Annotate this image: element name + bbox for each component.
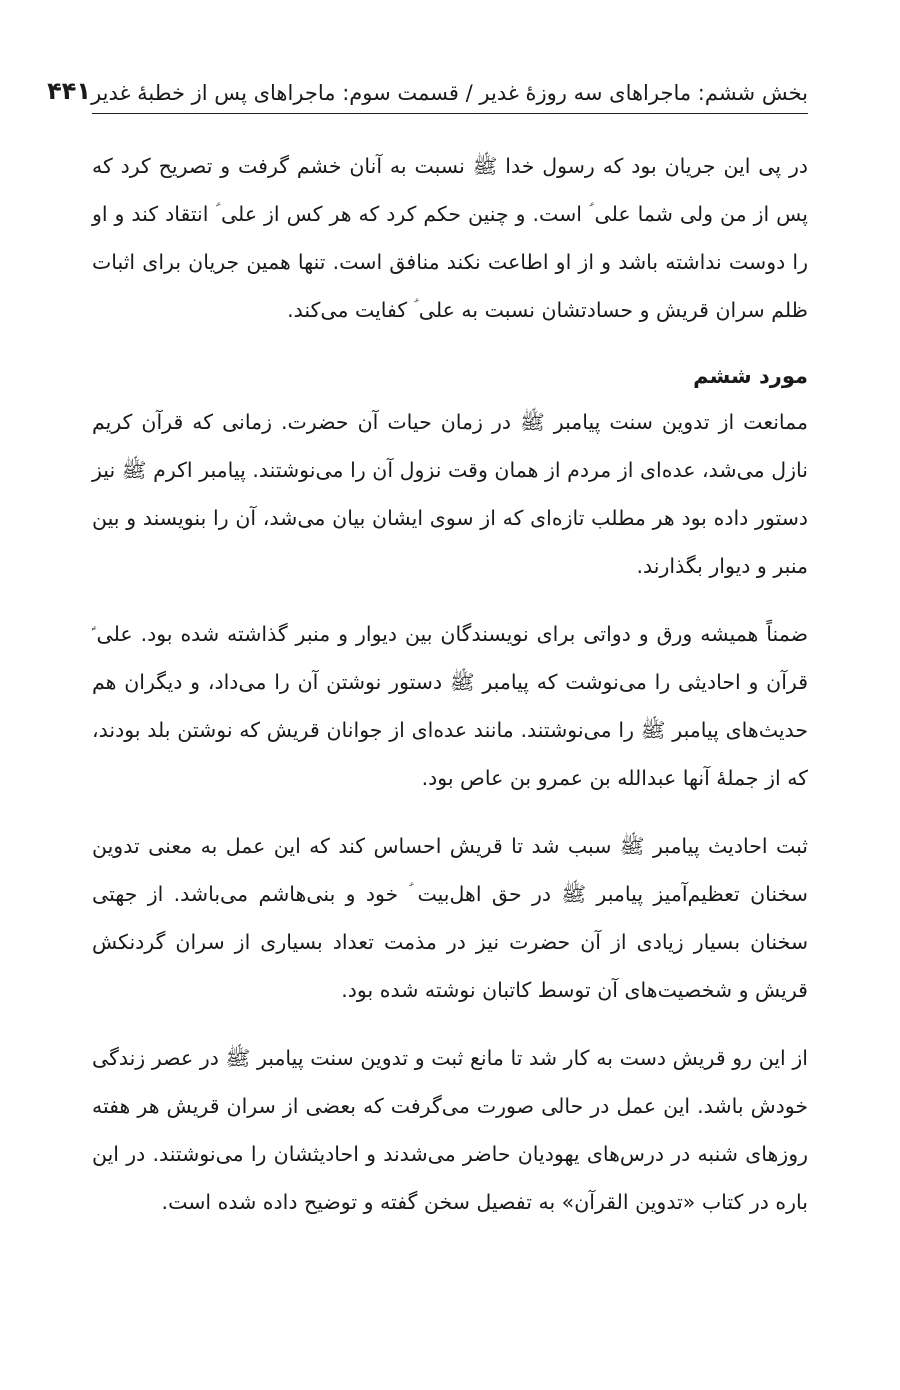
paragraph-3: ضمناً همیشه ورق و دواتی برای نویسندگان بین دیوار و منبر گذاشته شده بود. علی ؑ قرآن و احادیثی را می‌نوشت که پیامبر ﷺ دستور نوشتن آن را می‌داد، و دیگران هم حدیث‌های پیامبر ﷺ را می‌نوشتند. مانند عده‌ای از جوانان قریش که نوشتن بلد بودند، که از جملۀ آنها عبدالله بن عمرو بن عاص بود. [92, 622, 808, 790]
running-header [47, 66, 808, 114]
running-header-title: بخش ششم: ماجراهای سه روزۀ غدیر / قسمت سوم: ماجراهای پس از خطبۀ غدیر [91, 81, 808, 105]
paragraph-4: ثبت احادیث پیامبر ﷺ سبب شد تا قریش احساس کند که این عمل به معنی تدوین سخنان تعظیم‌آمیز پیامبر ﷺ در حق اهل‌بیت ؑ خود و بنی‌هاشم می‌باشد. از جهتی سخنان بسیار زیادی از آن حضرت نیز در مذمت تعداد بسیاری از سران گردنکش قریش و شخصیت‌های آن توسط کاتبان نوشته شده بود. [92, 834, 808, 1002]
section-heading: مورد ششم [693, 364, 808, 388]
page-number: ۴۴۱ [47, 77, 92, 105]
paragraph-5: از این رو قریش دست به کار شد تا مانع ثبت و تدوین سنت پیامبر ﷺ در عصر زندگی خودش باشد. این عمل در حالی صورت می‌گرفت که بعضی از سران قریش هر هفته روزهای شنبه در درس‌های یهودیان حاضر می‌شدند و احادیثشان را می‌نوشتند. در این باره در کتاب «تدوین القرآن» به تفصیل سخن گفته و توضیح داده شده است. [92, 1046, 808, 1214]
paragraph-1: در پی این جریان بود که رسول خدا ﷺ نسبت به آنان خشم گرفت و تصریح کرد که پس از من ولی شما علی ؑ است. و چنین حکم کرد که هر کس از علی ؑ انتقاد کند و او را دوست نداشته باشد و از او اطاعت نکند منافق است. تنها همین جریان برای اثبات ظلم سران قریش و حسادتشان نسبت به علی ؑ کفایت می‌کند. [92, 154, 808, 322]
paragraph-2: ممانعت از تدوین سنت پیامبر ﷺ در زمان حیات آن حضرت. زمانی که قرآن کریم نازل می‌شد، عده‌ای از مردم از همان وقت نزول آن را می‌نوشتند. پیامبر اکرم ﷺ نیز دستور داده بود هر مطلب تازه‌ای که از سوی ایشان بیان می‌شد، آن را بنویسند و بین منبر و دیوار بگذارند. [92, 410, 808, 578]
body-text [92, 142, 808, 1246]
